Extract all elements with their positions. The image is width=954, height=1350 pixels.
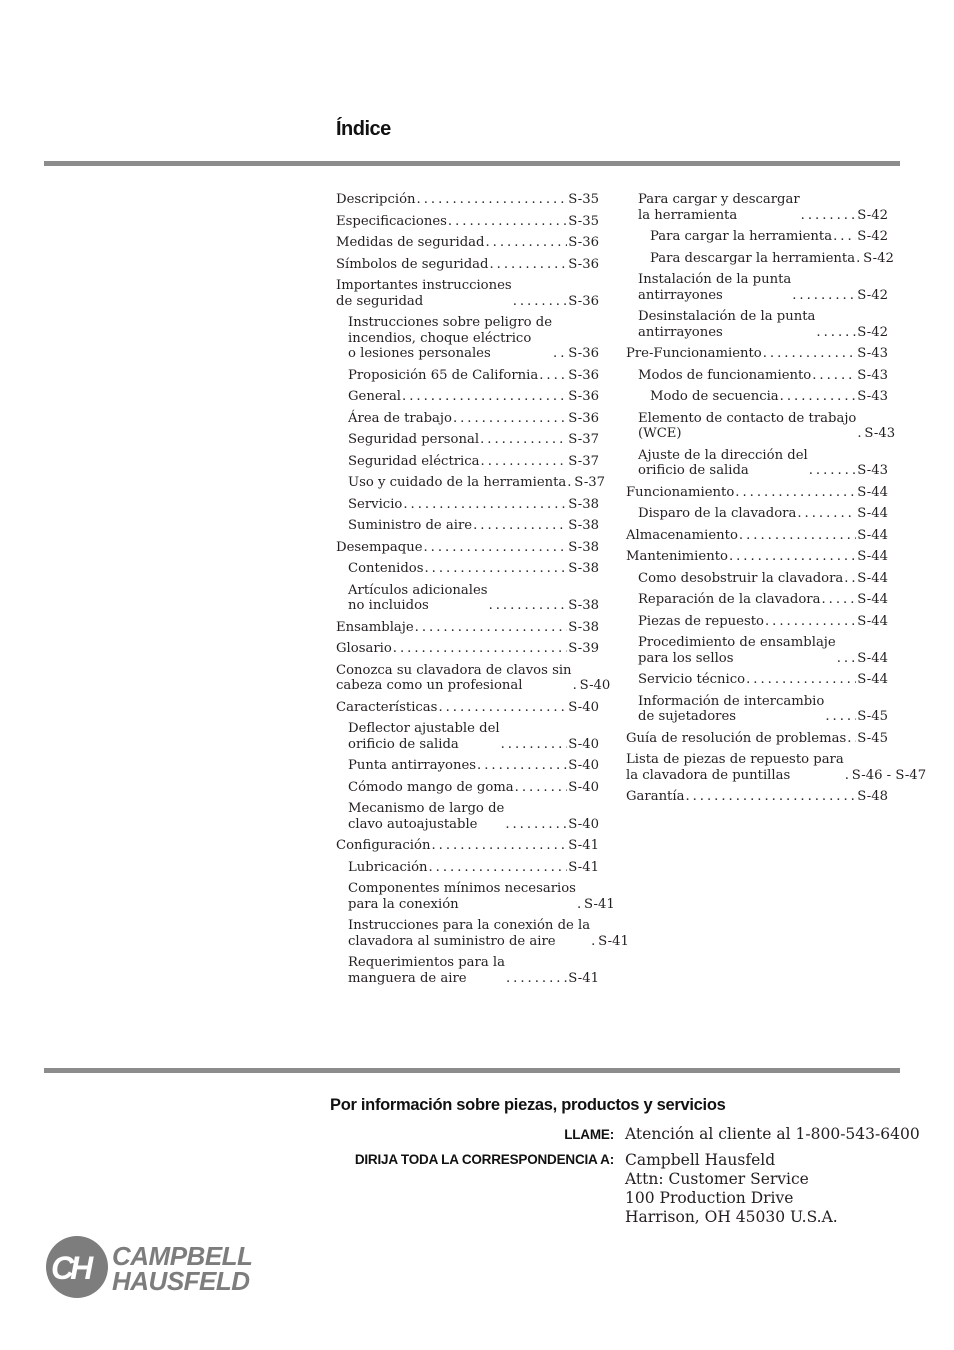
toc-entry xyxy=(626,635,888,666)
toc-leader-dots xyxy=(506,971,567,987)
toc-entry xyxy=(626,485,888,501)
toc-entry-page: S-43 xyxy=(857,463,888,478)
toc-entry-page: S-42 xyxy=(857,324,888,340)
toc-entry-page: S-45 xyxy=(857,709,888,724)
toc-entry-label: Contenidos xyxy=(348,561,424,576)
toc-entry xyxy=(336,518,599,534)
mail-address xyxy=(625,1151,838,1227)
toc-leader-dots xyxy=(402,389,567,405)
toc-leader-dots xyxy=(489,257,567,273)
toc-entry-page: S-36 xyxy=(568,293,599,309)
call-value: Atención al cliente al 1-800-543-6400 xyxy=(625,1125,920,1143)
toc-leader-dots xyxy=(489,598,568,614)
toc-entry-page: S-44 xyxy=(857,650,888,666)
campbell-hausfeld-logo xyxy=(46,1236,304,1302)
toc-entry xyxy=(336,662,611,694)
toc-leader-dots xyxy=(481,454,568,470)
mail-label: DIRIJA TODA LA CORRESPONDENCIA A: xyxy=(354,1152,614,1167)
toc-leader-dots xyxy=(539,368,567,384)
toc-entry-label: Lista de piezas de repuesto para la clavadora de puntillas xyxy=(626,752,844,783)
toc-leader-dots xyxy=(431,838,567,854)
toc-entry-page: S-45 xyxy=(857,730,888,746)
toc-entry-label: Guía de resolución de problemas xyxy=(626,730,847,746)
toc-leader-dots xyxy=(792,288,856,304)
toc-entry-label: Lubricación xyxy=(348,859,428,875)
toc-leader-dots xyxy=(746,672,856,688)
toc-entry-page: S-44 xyxy=(857,527,888,543)
toc-entry xyxy=(336,721,599,752)
toc-entry xyxy=(336,758,599,774)
toc-leader-dots xyxy=(845,768,851,784)
toc-leader-dots xyxy=(438,700,567,716)
toc-entry-page: S-37 xyxy=(574,475,606,490)
toc-leader-dots xyxy=(415,620,568,636)
toc-leader-dots xyxy=(553,346,567,362)
toc-entry-page: S-36 xyxy=(568,346,599,361)
toc-entry-page: S-43 xyxy=(864,426,896,441)
toc-entry-label: Glosario xyxy=(336,641,392,656)
toc-leader-dots xyxy=(729,549,856,565)
toc-entry-page: S-40 xyxy=(568,779,599,795)
toc-entry xyxy=(626,549,888,565)
toc-entry xyxy=(336,454,599,470)
toc-entry xyxy=(336,918,629,949)
toc-entry-label: Artículos adicionales no incluidos xyxy=(348,582,488,613)
bottom-divider xyxy=(44,1068,900,1073)
toc-entry-page: S-44 xyxy=(857,570,888,586)
toc-entry xyxy=(336,540,599,556)
toc-entry xyxy=(626,789,888,805)
toc-entry xyxy=(336,780,599,796)
toc-entry-label: Como desobstruir la clavadora xyxy=(638,570,844,586)
toc-entry-page: S-44 xyxy=(857,484,888,500)
toc-entry xyxy=(336,583,599,614)
toc-entry-page: S-38 xyxy=(568,518,599,533)
toc-entry xyxy=(336,860,599,876)
toc-entry-label: Garantía xyxy=(626,789,685,804)
logo-word-2: HAUSFELD xyxy=(112,1266,250,1296)
toc-leader-dots xyxy=(425,561,568,577)
toc-entry-page: S-36 xyxy=(568,256,599,272)
toc-leader-dots xyxy=(417,192,568,208)
toc-entry-label: Seguridad personal xyxy=(348,432,480,447)
toc-leader-dots xyxy=(501,737,568,753)
toc-leader-dots xyxy=(513,294,568,310)
toc-entry-label: Disparo de la clavadora xyxy=(638,506,797,521)
toc-entry xyxy=(626,309,888,340)
toc-entry xyxy=(336,955,599,986)
toc-entry-page: S-38 xyxy=(568,619,599,635)
toc-entry-label: Símbolos de seguridad xyxy=(336,256,489,272)
toc-entry-page: S-41 xyxy=(583,896,615,912)
toc-entry-label: Modos de funcionamiento xyxy=(638,367,812,383)
toc-leader-dots xyxy=(797,506,856,522)
toc-entry xyxy=(626,528,888,544)
toc-entry-page: S-40 xyxy=(568,816,599,832)
toc-entry-label: Funcionamiento xyxy=(626,484,735,500)
toc-entry-page: S-38 xyxy=(568,598,599,613)
toc-entry-label: Especificaciones xyxy=(336,213,447,229)
toc-entry xyxy=(626,672,888,688)
toc-entry-label: Punta antirrayones xyxy=(348,758,477,773)
toc-entry-label: Elemento de contacto de trabajo (WCE) xyxy=(638,410,857,441)
toc-entry-page: S-42 xyxy=(857,229,888,244)
toc-entry-label: Pre-Funcionamiento xyxy=(626,346,762,361)
toc-entry-label: Configuración xyxy=(336,838,431,853)
toc-entry xyxy=(626,346,888,362)
toc-entry xyxy=(626,752,927,783)
toc-entry-page: S-41 xyxy=(568,859,599,875)
toc-leader-dots xyxy=(573,678,579,694)
toc-entry-page: S-40 xyxy=(568,758,599,773)
toc-entry-label: Piezas de repuesto xyxy=(638,613,764,629)
toc-leader-dots xyxy=(844,571,856,587)
toc-leader-dots xyxy=(448,214,567,230)
toc-entry xyxy=(336,432,599,448)
toc-leader-dots xyxy=(833,229,856,245)
toc-entry-label: Suministro de aire xyxy=(348,518,473,533)
toc-entry xyxy=(626,229,888,245)
toc-entry xyxy=(336,475,606,491)
toc-entry xyxy=(336,497,599,513)
toc-leader-dots xyxy=(473,518,567,534)
toc-entry-label: Ensamblaje xyxy=(336,619,414,635)
toc-entry-page: S-44 xyxy=(857,549,888,564)
toc-entry-label: Servicio técnico xyxy=(638,672,746,687)
toc-entry-label: Mecanismo de largo de clavo autoajustable xyxy=(348,801,505,832)
toc-right-column xyxy=(626,192,927,811)
toc-entry-page: S-38 xyxy=(568,496,599,512)
toc-entry xyxy=(336,389,599,405)
toc-entry-page: S-36 xyxy=(568,367,599,383)
toc-leader-dots xyxy=(847,731,856,747)
toc-leader-dots xyxy=(809,463,857,479)
toc-entry-label: Almacenamiento xyxy=(626,527,738,543)
contact-heading: Por información sobre piezas, productos y servicios xyxy=(330,1096,726,1114)
toc-leader-dots xyxy=(505,817,567,833)
toc-entry xyxy=(336,838,599,854)
toc-leader-dots xyxy=(591,934,597,950)
toc-entry-page: S-40 xyxy=(568,736,599,752)
toc-entry-label: Instrucciones sobre peligro de incendios, choque eléctrico o lesiones personales xyxy=(348,315,553,361)
toc-entry-label: Reparación de la clavadora xyxy=(638,592,821,607)
toc-leader-dots xyxy=(480,432,567,448)
mail-line: Harrison, OH 45030 U.S.A. xyxy=(625,1208,838,1226)
toc-entry-page: S-38 xyxy=(568,561,599,576)
toc-entry-page: S-43 xyxy=(857,367,888,383)
toc-entry-page: S-43 xyxy=(857,346,888,361)
toc-entry-label: Instrucciones para la conexión de la clavadora al suministro de aire xyxy=(348,918,591,949)
toc-leader-dots xyxy=(857,426,863,442)
call-label: LLAME: xyxy=(564,1127,614,1142)
toc-entry-page: S-42 xyxy=(857,207,888,223)
toc-entry-page: S-36 xyxy=(568,235,599,250)
toc-left-column xyxy=(336,192,629,992)
toc-entry-label: Conozca su clavadora de clavos sin cabeza como un profesional xyxy=(336,662,572,693)
toc-entry-label: Procedimiento de ensamblaje para los sellos xyxy=(638,635,836,666)
toc-entry-page: S-42 xyxy=(863,250,894,266)
logo-monogram: CH xyxy=(51,1250,90,1286)
toc-leader-dots xyxy=(765,614,856,630)
toc-entry-page: S-41 xyxy=(568,970,599,986)
toc-entry xyxy=(336,641,599,657)
toc-entry xyxy=(336,881,615,912)
toc-entry-label: Modo de secuencia xyxy=(650,389,779,404)
toc-leader-dots xyxy=(763,346,857,362)
toc-entry-label: Información de intercambio de sujetadores xyxy=(638,693,825,724)
toc-entry xyxy=(336,700,599,716)
toc-entry xyxy=(336,235,599,251)
toc-entry-label: Deflector ajustable del orificio de salida xyxy=(348,721,500,752)
toc-entry-page: S-44 xyxy=(857,613,888,629)
toc-leader-dots xyxy=(477,758,567,774)
toc-entry-page: S-44 xyxy=(857,506,888,521)
toc-entry-page: S-35 xyxy=(568,213,599,229)
toc-entry xyxy=(336,257,599,273)
toc-entry-label: Para cargar y descargar la herramienta xyxy=(638,192,800,223)
toc-leader-dots xyxy=(567,475,573,491)
toc-entry-label: Componentes mínimos necesarios para la conexión xyxy=(348,881,576,912)
toc-leader-dots xyxy=(685,789,856,805)
toc-entry xyxy=(626,614,888,630)
toc-entry-label: Desinstalación de la punta antirrayones xyxy=(638,309,816,340)
toc-leader-dots xyxy=(577,897,583,913)
toc-entry-label: Para descargar la herramienta xyxy=(650,250,856,266)
toc-leader-dots xyxy=(812,368,856,384)
toc-entry-label: Uso y cuidado de la herramienta xyxy=(348,475,567,490)
toc-entry xyxy=(336,214,599,230)
toc-entry-page: S-41 xyxy=(568,838,599,853)
toc-entry-label: Ajuste de la dirección del orificio de salida xyxy=(638,447,808,478)
toc-entry xyxy=(626,410,896,442)
toc-leader-dots xyxy=(837,651,857,667)
toc-entry-page: S-36 xyxy=(568,410,599,426)
toc-entry-page: S-42 xyxy=(857,287,888,303)
toc-entry xyxy=(626,571,888,587)
toc-leader-dots xyxy=(735,485,856,501)
toc-entry-page: S-48 xyxy=(857,789,888,804)
toc-leader-dots xyxy=(801,208,857,224)
toc-entry-label: Desempaque xyxy=(336,539,423,555)
toc-leader-dots xyxy=(856,251,862,267)
toc-entry-label: General xyxy=(348,389,402,404)
toc-entry xyxy=(336,192,599,208)
toc-entry xyxy=(336,315,599,362)
toc-entry-label: Mantenimiento xyxy=(626,549,728,564)
toc-entry xyxy=(336,368,599,384)
toc-leader-dots xyxy=(403,497,567,513)
toc-entry-label: Requerimientos para la manguera de aire xyxy=(348,955,505,986)
toc-leader-dots xyxy=(821,592,856,608)
toc-entry xyxy=(626,506,888,522)
toc-entry xyxy=(336,801,599,832)
toc-entry-page: S-36 xyxy=(568,389,599,404)
toc-leader-dots xyxy=(780,389,857,405)
toc-entry-page: S-41 xyxy=(598,933,629,949)
top-divider xyxy=(44,161,900,166)
toc-leader-dots xyxy=(424,540,568,556)
toc-entry xyxy=(626,192,888,223)
toc-entry xyxy=(336,278,599,309)
toc-entry xyxy=(626,731,888,747)
toc-entry-page: S-40 xyxy=(579,678,611,693)
mail-line: Attn: Customer Service xyxy=(625,1170,809,1188)
toc-entry xyxy=(626,592,888,608)
toc-entry-page: S-37 xyxy=(568,432,599,447)
toc-entry-page: S-40 xyxy=(568,699,599,715)
logo-word-1: CAMPBELL xyxy=(112,1241,253,1271)
toc-entry-page: S-46 - S-47 xyxy=(851,767,927,783)
toc-entry-page: S-39 xyxy=(568,641,599,656)
toc-entry-page: S-44 xyxy=(857,672,888,687)
toc-entry-label: Servicio xyxy=(348,496,403,512)
mail-line: Campbell Hausfeld xyxy=(625,1151,776,1169)
toc-entry-page: S-43 xyxy=(857,389,888,404)
toc-entry-label: Área de trabajo xyxy=(348,410,452,426)
toc-entry-page: S-35 xyxy=(568,192,599,207)
toc-entry xyxy=(336,620,599,636)
toc-leader-dots xyxy=(453,411,567,427)
toc-entry xyxy=(626,250,894,267)
toc-entry-page: S-38 xyxy=(568,539,599,555)
toc-entry xyxy=(336,411,599,427)
toc-entry-label: Descripción xyxy=(336,192,416,207)
toc-entry xyxy=(626,448,888,479)
toc-entry-label: Instalación de la punta antirrayones xyxy=(638,272,792,303)
toc-leader-dots xyxy=(485,235,567,251)
toc-entry-page: S-44 xyxy=(857,592,888,607)
toc-entry-label: Características xyxy=(336,699,438,715)
toc-leader-dots xyxy=(739,528,856,544)
toc-leader-dots xyxy=(429,860,568,876)
toc-leader-dots xyxy=(515,780,568,796)
toc-entry-label: Importantes instrucciones de seguridad xyxy=(336,278,512,309)
page-title: Índice xyxy=(336,118,391,140)
toc-entry xyxy=(626,694,888,725)
toc-entry-label: Seguridad eléctrica xyxy=(348,453,480,469)
toc-leader-dots xyxy=(393,641,567,657)
toc-leader-dots xyxy=(816,325,856,341)
toc-entry xyxy=(626,389,888,405)
toc-entry-label: Cómodo mango de goma xyxy=(348,779,514,795)
toc-entry xyxy=(336,561,599,577)
toc-entry-label: Medidas de seguridad xyxy=(336,235,485,250)
toc-entry xyxy=(626,368,888,384)
toc-entry xyxy=(626,272,888,303)
mail-line: 100 Production Drive xyxy=(625,1189,794,1207)
toc-entry-label: Para cargar la herramienta xyxy=(650,229,833,244)
toc-entry-page: S-37 xyxy=(568,453,599,469)
toc-leader-dots xyxy=(825,709,856,725)
toc-entry-label: Proposición 65 de California xyxy=(348,367,539,383)
